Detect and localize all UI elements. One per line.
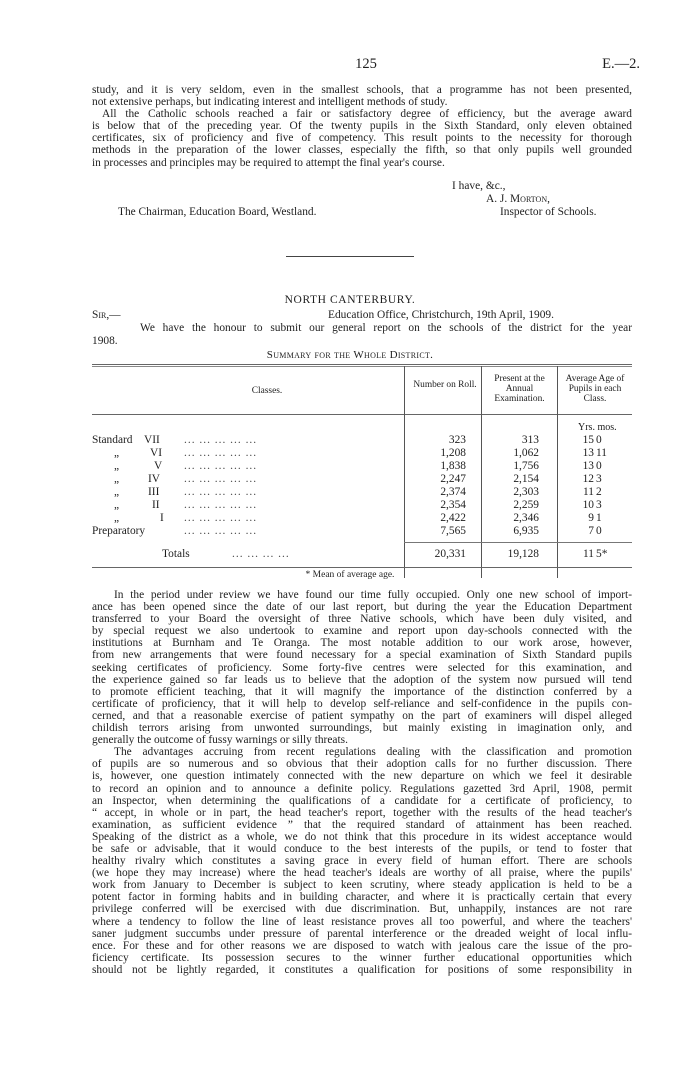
text-line: is, however, one question intimately connected with the new departure on which we feel it desirable [92, 770, 632, 783]
text-line: transferred to your Board the oversight of three Native schools, which have been duly visited, and [92, 613, 632, 626]
col-header-roll: Number on Roll. [413, 380, 477, 390]
cell-yrs: 11 [583, 486, 594, 498]
text-line: is below that of the preceding year. Of the twenty pupils in the Sixth Standard, only eleven obtained [92, 120, 632, 133]
row-label: V [154, 460, 163, 472]
text-line: ence. For these and for other reasons we are disposed to watch with jealous care the issue of the pro- [92, 939, 632, 952]
cell-present: 6,935 [513, 525, 539, 537]
text-line: The advantages accruing from recent regulations dealing with the classification and promotion [114, 746, 632, 759]
dateline: Education Office, Christchurch, 19th April, 1909. [328, 309, 554, 321]
cell-present: 1,756 [513, 460, 539, 472]
closing: I have, &c., [452, 180, 506, 192]
opening-line: We have the honour to submit our general report on the schools of the district for the year [140, 322, 632, 334]
cell-roll: 7,565 [440, 525, 466, 537]
table-row [92, 512, 632, 525]
cell-present: 2,303 [513, 486, 539, 498]
cell-mos: 11 [596, 447, 607, 459]
totals-rule [404, 542, 632, 543]
section-title: NORTH CANTERBURY. [284, 294, 416, 306]
text-line: privilege conferred will be exercised with due discrimination. But, unhappily, instances are not rare [92, 903, 632, 916]
text-line: to record an opinion and to announce a definite policy. Regulations gazetted 3rd April, 1908, permit [92, 782, 632, 795]
text-line: In the period under review we have found our time fully occupied. Only one new school of import- [114, 589, 632, 601]
col-header-age: Average Age of Pupils in each Class. [565, 374, 625, 404]
cell-roll: 2,247 [440, 473, 466, 485]
table-row [92, 473, 632, 486]
row-prefix: Standard [92, 434, 133, 446]
table-row [92, 525, 632, 538]
text-line: an Inspector, when determining the qualifications of a candidate for a certificate of proficiency, to [92, 794, 632, 807]
leader-dots: ... ... ... ... ... [184, 447, 258, 459]
table-top-rule [92, 364, 632, 365]
text-line: institutions at Burnham and Te Oranga. The most notable addition to our work arose, however, [92, 637, 632, 650]
row-prefix: „ [114, 512, 120, 524]
row-label: VI [150, 447, 163, 459]
leader-dots: ... ... ... ... ... [184, 473, 258, 485]
cell-roll: 2,422 [440, 512, 466, 524]
age-units: Yrs. mos. [578, 422, 617, 433]
total-yrs: 11 [583, 548, 594, 560]
document-code: E.—2. [602, 56, 640, 72]
body-text [92, 589, 632, 976]
cell-roll: 1,838 [440, 460, 466, 472]
cell-present: 313 [521, 434, 539, 446]
section-divider [286, 256, 414, 257]
table-title: Summary for the Whole District. [266, 349, 434, 361]
text-line: by special request we also undertook to examine and report upon day-schools connected with the [92, 625, 632, 638]
text-line: saner judgment succumbs under pressure of parental interference or the dreaded weight of local influ- [92, 927, 632, 940]
text-line: childish terrors arising from unwonted surroundings, but mainly existing in imagination only, and [92, 722, 632, 735]
row-label: I [160, 512, 164, 524]
table-row [92, 486, 632, 499]
signer-title: Inspector of Schools. [500, 206, 597, 218]
table-row [92, 447, 632, 460]
leader-dots: ... ... ... ... ... [184, 512, 258, 524]
cell-mos: 0 [596, 460, 602, 472]
text-line: ficiency certificate. Its possession secures to the winner further educational opportunities which [92, 951, 632, 964]
total-roll: 20,331 [434, 548, 466, 560]
text-line: be safe or advisable, that it would conduce to the best interests of the pupils, or tend to foster that [92, 842, 632, 855]
total-mos: 5* [596, 548, 608, 560]
cell-mos: 3 [596, 499, 602, 511]
text-line: healthy rivalry which constitutes a saving grace in every field of human effort. There are schools [92, 855, 632, 868]
text-line: from new arrangements that were found necessary for a special examination of Sixth Standard pupils [92, 649, 632, 662]
text-line: (we hope they may increase) where the head teacher's ideals are worthy of all praise, where the pupils' [92, 867, 632, 880]
text-line: where a tendency to follow the line of least resistance proves all too powerful, and where the teachers' [92, 915, 632, 928]
cell-roll: 323 [448, 434, 466, 446]
row-label: IV [148, 473, 161, 485]
text-line: the experience gained so far leads us to believe that the adoption of the system now pursued will tend [92, 673, 632, 686]
cell-yrs: 9 [588, 512, 594, 524]
row-prefix: Preparatory [92, 525, 146, 537]
table-top-rule-2 [92, 366, 632, 367]
table-bottom-rule [92, 567, 632, 568]
row-label: III [148, 486, 160, 498]
table-row [92, 499, 632, 512]
table-row [92, 460, 632, 473]
cell-roll: 2,374 [440, 486, 466, 498]
text-line: certificate of proficiency, that it will help to develop self-reliance and self-confidence in the pupils con- [92, 697, 632, 710]
text-line: not extensive perhaps, but indicating interest and intelligent methods of study. [92, 96, 448, 109]
cell-mos: 0 [596, 525, 602, 537]
page-number: 125 [355, 56, 377, 72]
cell-present: 2,346 [513, 512, 539, 524]
cell-mos: 3 [596, 473, 602, 485]
row-prefix: „ [114, 460, 120, 472]
row-prefix: „ [114, 486, 120, 498]
leader-dots: ... ... ... ... [232, 548, 290, 560]
text-line: certificates, six of proficiency and five of competency. This result points to the necessity for thorough [92, 132, 632, 145]
leader-dots: ... ... ... ... ... [184, 434, 258, 446]
cell-present: 1,062 [513, 447, 539, 459]
totals-row [92, 548, 632, 561]
col-header-classes: Classes. [251, 386, 283, 396]
table-row [92, 434, 632, 447]
table-footnote: * Mean of average age. [305, 570, 395, 580]
text-line: study, and it is very seldom, even in the smallest schools, that a programme has not been presented, [92, 84, 632, 96]
leader-dots: ... ... ... ... ... [184, 499, 258, 511]
addressee: The Chairman, Education Board, Westland. [118, 206, 317, 218]
opening-year: 1908. [92, 335, 118, 347]
leader-dots: ... ... ... ... ... [184, 486, 258, 498]
signer-name: A. J. Morton, [486, 193, 550, 205]
col-header-present: Present at the Annual Examination. [494, 374, 545, 404]
cell-present: 2,154 [513, 473, 539, 485]
row-label: VII [144, 434, 160, 446]
row-label: II [152, 499, 160, 511]
cell-mos: 0 [596, 434, 602, 446]
text-line: generally the outcome of fussy warnings or silly threats. [92, 734, 348, 747]
cell-mos: 1 [596, 512, 602, 524]
leader-dots: ... ... ... ... ... [184, 525, 258, 537]
cell-roll: 1,208 [440, 447, 466, 459]
text-line: “ accept, in whole or in part, the head teacher's report, together with the results of the head teacher's [92, 806, 632, 819]
text-line: work from January to December is subject to keen scrutiny, where steady application is held to be a [92, 879, 632, 892]
cell-yrs: 7 [588, 525, 594, 537]
salutation: Sir,— [92, 309, 121, 321]
table-header-rule [92, 414, 632, 415]
text-line: of pupils are so numerous and so obvious that their adoption calls for no further discussion. There [92, 758, 632, 771]
cell-yrs: 12 [582, 473, 594, 485]
row-prefix: „ [114, 447, 120, 459]
intro-paragraph [92, 84, 632, 169]
text-line: potent factor in forming habits and in building character, and where it is practically certain that every [92, 891, 632, 904]
page-header [92, 56, 640, 74]
text-line: methods in the preparation of the lower classes, especially the fifth, so that only pupils well grounded [92, 144, 632, 157]
total-present: 19,128 [507, 548, 539, 560]
text-line: should not be lightly regarded, it constitutes a qualification for positions of some responsibility in [92, 963, 632, 976]
row-prefix: „ [114, 473, 120, 485]
text-line: cerned, and that a reasonable exercise of patient sympathy on the part of examiners will dispel alleged [92, 709, 632, 722]
cell-yrs: 10 [582, 499, 594, 511]
leader-dots: ... ... ... ... ... [184, 460, 258, 472]
cell-yrs: 13 [582, 460, 594, 472]
cell-present: 2,259 [513, 499, 539, 511]
cell-yrs: 13 [582, 447, 594, 459]
text-line: Speaking of the district as a whole, we do not think that this procedure in its widest acceptance would [92, 830, 632, 843]
text-line: examination, as sufficient evidence ” that the required standard of attainment has been reached. [92, 818, 632, 831]
text-line: in processes and principles may be required to attempt the final year's course. [92, 156, 445, 169]
row-prefix: „ [114, 499, 120, 511]
text-line: seeking certificates of proficiency. Some forty-five centres were selected for this examination, and [92, 661, 632, 674]
cell-yrs: 15 [582, 434, 594, 446]
cell-mos: 2 [596, 486, 602, 498]
cell-roll: 2,354 [440, 499, 466, 511]
totals-label: Totals [162, 548, 190, 560]
text-line: ance has been opened since the date of our last report, but during the year the Education Department [92, 601, 632, 614]
text-line: to promote efficient teaching, that it will magnify the importance of the distinction conferred by a [92, 685, 632, 698]
text-line: All the Catholic schools reached a fair or satisfactory degree of efficiency, but the average award [102, 108, 632, 121]
